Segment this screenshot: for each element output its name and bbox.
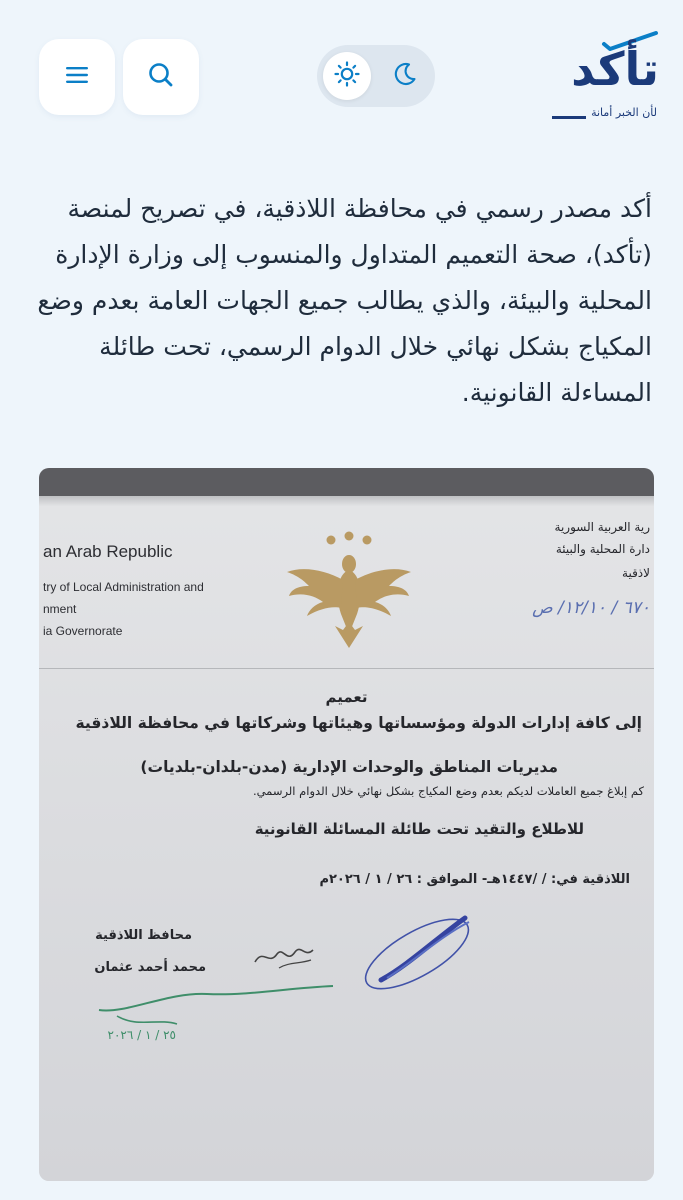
doc-en-line-2: try of Local Administration and: [43, 580, 204, 594]
blue-signature-icon: [357, 908, 477, 1003]
doc-closing: للاطلاع والتقيد تحت طائلة المسائلة القانونية: [254, 820, 584, 838]
header-divider: [39, 668, 654, 669]
menu-button[interactable]: [39, 39, 115, 115]
doc-en-line-3: nment: [43, 602, 77, 616]
doc-ar-line-1: رية العربية السورية: [554, 520, 650, 534]
top-bar: [0, 0, 683, 150]
site-logo[interactable]: [540, 28, 665, 128]
green-signature-icon: [97, 968, 337, 1038]
hamburger-menu-icon: [65, 66, 89, 88]
logo-underline: [552, 116, 586, 119]
doc-ref-number: ٦٧٠ / ١٢/١٠/ ص: [532, 598, 650, 618]
emblem-eagle-icon: [285, 530, 413, 650]
doc-en-line-4: ia Governorate: [43, 624, 123, 638]
document-paper: [39, 468, 654, 1181]
doc-line-1: إلى كافة إدارات الدولة ومؤسساتها وهيئاتها وشركاتها في محافظة اللاذقية: [75, 714, 642, 732]
doc-signatory-title: محافظ اللاذقية: [95, 928, 192, 943]
doc-date-line: اللاذقية في: / /١٤٤٧هـ- الموافق : ٢٦ / ١ / ٢٠٢٦م: [319, 872, 630, 887]
document-photo: [39, 468, 654, 1181]
doc-signatory-name: محمد أحمد عثمان: [94, 960, 206, 975]
search-icon: [146, 60, 176, 94]
doc-ar-line-2: دارة المحلية والبيئة: [555, 542, 650, 556]
doc-title: تعميم: [325, 688, 368, 706]
moon-icon: [392, 61, 418, 91]
doc-en-line-1: an Arab Republic: [43, 542, 173, 561]
doc-line-2: مديريات المناطق والوحدات الإدارية (مدن-بلدان-بلديات): [140, 758, 558, 776]
logo-tagline: لأن الخبر أمانة: [591, 106, 657, 119]
photo-top-edge: [39, 468, 654, 498]
theme-toggle[interactable]: [317, 45, 435, 107]
doc-ar-line-3: لاذقية: [622, 566, 650, 580]
logo-wordmark: تأكد: [571, 42, 659, 96]
sun-icon: [333, 60, 361, 92]
article-paragraph: أكد مصدر رسمي في محافظة اللاذقية، في تصريح لمنصة (تأكد)، صحة التعميم المتداول والمنسوب إلى وزارة الإدارة المحلية والبيئة، والذي يطالب جميع الجهات العامة بعدم وضع المكياج بشكل نهائي خلال الدوام الرسمي، تحت طائلة المساءلة القانونية.: [37, 194, 652, 407]
doc-body: كم إبلاغ جميع العاملات لديكم بعدم وضع المكياج بشكل نهائي خلال الدوام الرسمي.: [252, 784, 644, 798]
light-mode-option[interactable]: [323, 52, 371, 100]
doc-stamp-date: ٢٥ / ١ / ٢٠٢٦: [107, 1028, 176, 1042]
dark-mode-option[interactable]: [381, 52, 429, 100]
search-button[interactable]: [123, 39, 199, 115]
